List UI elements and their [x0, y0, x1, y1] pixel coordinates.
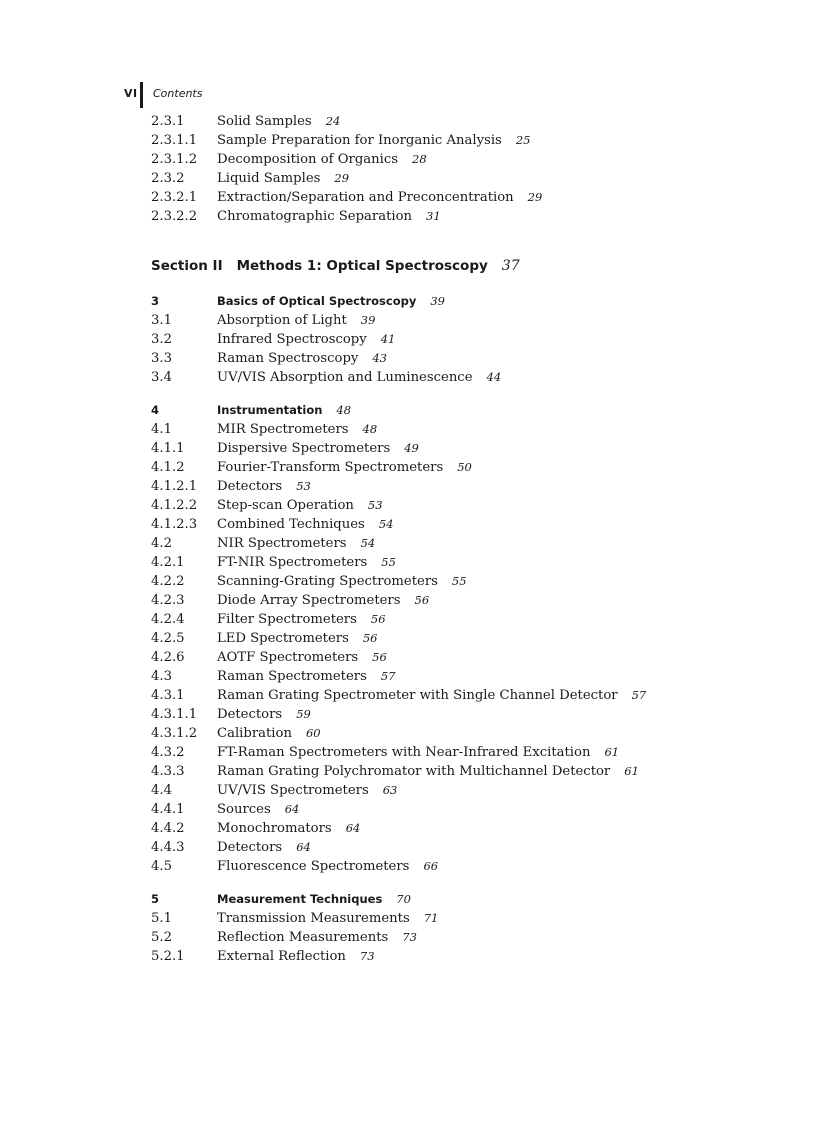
toc-entry	[151, 150, 711, 169]
toc-entry	[151, 207, 711, 226]
entry-number: 4.3.1.2	[151, 726, 198, 741]
entry-number: 2.3.1	[151, 114, 185, 129]
entry-title: Dispersive Spectrometers	[217, 441, 391, 456]
entry-page: 56	[372, 650, 387, 664]
toc-entry	[151, 188, 711, 207]
toc-entry	[151, 838, 711, 857]
entry-number: 4.5	[151, 859, 172, 874]
entry-title: Instrumentation	[217, 403, 323, 417]
entry-page: 66	[423, 859, 439, 873]
entry-page: 39	[430, 294, 445, 308]
entry-number: 4.4.1	[151, 802, 185, 817]
entry-number: 4.3.1	[151, 688, 185, 703]
entry-number: 4.2.2	[151, 574, 185, 589]
entry-page: 61	[624, 764, 639, 778]
entry-page: 29	[527, 190, 543, 204]
entry-page: 64	[284, 802, 300, 816]
entry-page: 55	[381, 555, 396, 569]
toc-entry	[151, 572, 711, 591]
toc-entry	[151, 857, 711, 876]
entry-page: 48	[336, 403, 352, 417]
entry-title: Sources	[217, 802, 271, 817]
toc-entry	[151, 819, 711, 838]
entry-title: Step-scan Operation	[217, 498, 354, 513]
toc-entry	[151, 800, 711, 819]
entry-title: UV/VIS Spectrometers	[217, 783, 369, 798]
toc-entry	[151, 330, 711, 349]
entry-title: Monochromators	[217, 821, 332, 836]
entry-page: 49	[404, 441, 419, 455]
entry-page: 61	[604, 745, 620, 759]
toc-entry	[151, 553, 711, 572]
entry-number: 5.1	[151, 911, 172, 926]
entry-page: 56	[362, 631, 378, 645]
entry-title: Fluorescence Spectrometers	[217, 859, 410, 874]
toc-entry	[151, 762, 711, 781]
toc-entry	[151, 781, 711, 800]
entry-page: 60	[305, 726, 321, 740]
entry-page: 43	[372, 351, 387, 365]
toc-group-continued	[151, 112, 711, 226]
toc-entry	[151, 131, 711, 150]
entry-page: 59	[296, 707, 311, 721]
entry-title: Decomposition of Organics	[217, 152, 399, 167]
entry-page: 25	[515, 133, 531, 147]
entry-page: 73	[359, 949, 375, 963]
toc-entry	[151, 610, 711, 629]
chapter-group	[151, 292, 711, 387]
entry-page: 28	[412, 152, 427, 166]
chapter-heading	[151, 401, 711, 420]
entry-number: 5.2	[151, 930, 172, 945]
entry-title: Detectors	[217, 707, 283, 722]
toc-entry	[151, 420, 711, 439]
entry-number: 4.2.6	[151, 650, 185, 665]
toc-entry	[151, 743, 711, 762]
toc-entry	[151, 534, 711, 553]
entry-page: 29	[334, 171, 350, 185]
entry-page: 53	[367, 498, 383, 512]
running-head-title: Contents	[153, 87, 203, 100]
entry-number: 4.3	[151, 669, 172, 684]
chapter-group	[151, 401, 711, 876]
entry-title: Calibration	[217, 726, 292, 741]
entry-page: 64	[345, 821, 361, 835]
entry-page: 55	[451, 574, 467, 588]
toc-entry	[151, 368, 711, 387]
entry-title: Absorption of Light	[217, 313, 347, 328]
entry-title: Combined Techniques	[217, 517, 365, 532]
toc-entry	[151, 909, 711, 928]
toc-entry	[151, 496, 711, 515]
entry-page: 48	[362, 422, 378, 436]
entry-page: 24	[325, 114, 341, 128]
toc-entry	[151, 686, 711, 705]
entry-title: Filter Spectrometers	[217, 612, 357, 627]
toc-entry	[151, 112, 711, 131]
entry-page: 71	[423, 911, 439, 925]
toc-entry	[151, 667, 711, 686]
entry-number: 4.2	[151, 536, 172, 551]
entry-number: 5.2.1	[151, 949, 185, 964]
entry-number: 4.4.3	[151, 840, 185, 855]
entry-title: Raman Grating Spectrometer with Single Channel Detector	[217, 688, 618, 703]
entry-page: 56	[370, 612, 386, 626]
entry-title: Sample Preparation for Inorganic Analysis	[217, 133, 502, 148]
entry-page: 54	[378, 517, 394, 531]
entry-title: Raman Spectrometers	[217, 669, 367, 684]
toc-entry	[151, 705, 711, 724]
entry-number: 4.1.2.1	[151, 479, 198, 494]
entry-title: Chromatographic Separation	[217, 209, 413, 224]
entry-title: External Reflection	[217, 949, 346, 964]
entry-page: 63	[382, 783, 398, 797]
header-rule	[140, 82, 143, 108]
entry-page: 39	[360, 313, 376, 327]
entry-title: FT-Raman Spectrometers with Near-Infrared Excitation	[217, 745, 591, 760]
entry-number: 2.3.1.2	[151, 152, 198, 167]
entry-number: 5	[151, 892, 160, 906]
entry-title: LED Spectrometers	[217, 631, 349, 646]
entry-number: 4.3.1.1	[151, 707, 198, 722]
section-label: Section II	[151, 258, 223, 274]
entry-page: 64	[296, 840, 311, 854]
entry-title: AOTF Spectrometers	[217, 650, 359, 665]
page-number: VI	[124, 87, 138, 100]
entry-number: 4.4	[151, 783, 172, 798]
entry-number: 4.4.2	[151, 821, 185, 836]
entry-title: Detectors	[217, 479, 283, 494]
entry-title: NIR Spectrometers	[217, 536, 347, 551]
entry-title: Extraction/Separation and Preconcentration	[217, 190, 514, 205]
entry-number: 3.4	[151, 370, 172, 385]
toc-entry	[151, 648, 711, 667]
entry-number: 4.2.3	[151, 593, 185, 608]
entry-page: 57	[631, 688, 647, 702]
entry-number: 2.3.2	[151, 171, 185, 186]
toc-entry	[151, 928, 711, 947]
entry-page: 70	[396, 892, 411, 906]
toc-entry	[151, 477, 711, 496]
entry-title: Solid Samples	[217, 114, 312, 129]
entry-number: 2.3.2.1	[151, 190, 198, 205]
entry-number: 4.1.2.2	[151, 498, 198, 513]
entry-number: 4.3.3	[151, 764, 185, 779]
entry-title: FT-NIR Spectrometers	[217, 555, 368, 570]
entry-title: Raman Grating Polychromator with Multichannel Detector	[217, 764, 611, 779]
toc-entry	[151, 591, 711, 610]
entry-title: Liquid Samples	[217, 171, 321, 186]
entry-page: 31	[426, 209, 441, 223]
entry-title: Reflection Measurements	[217, 930, 389, 945]
entry-title: Raman Spectroscopy	[217, 351, 359, 366]
entry-page: 44	[486, 370, 502, 384]
entry-page: 73	[402, 930, 417, 944]
entry-page: 56	[414, 593, 430, 607]
table-of-contents	[151, 112, 711, 966]
entry-page: 50	[457, 460, 472, 474]
entry-number: 4.1.1	[151, 441, 185, 456]
entry-number: 3.2	[151, 332, 172, 347]
entry-title: Basics of Optical Spectroscopy	[217, 294, 417, 308]
toc-entry	[151, 515, 711, 534]
chapter-group	[151, 890, 711, 966]
entry-number: 4.2.4	[151, 612, 185, 627]
entry-number: 3	[151, 294, 160, 308]
entry-title: Transmission Measurements	[217, 911, 410, 926]
entry-number: 2.3.1.1	[151, 133, 198, 148]
entry-page: 57	[380, 669, 396, 683]
entry-number: 2.3.2.2	[151, 209, 198, 224]
section-title: Methods 1: Optical Spectroscopy	[236, 258, 488, 274]
toc-entry	[151, 947, 711, 966]
entry-number: 4.3.2	[151, 745, 185, 760]
toc-entry	[151, 439, 711, 458]
entry-title: Fourier-Transform Spectrometers	[217, 460, 444, 475]
entry-number: 3.1	[151, 313, 172, 328]
toc-entry	[151, 629, 711, 648]
entry-title: MIR Spectrometers	[217, 422, 349, 437]
entry-number: 4.1	[151, 422, 172, 437]
toc-entry	[151, 169, 711, 188]
entry-page: 54	[360, 536, 376, 550]
entry-page: 41	[380, 332, 396, 346]
entry-title: Scanning-Grating Spectrometers	[217, 574, 438, 589]
toc-entry	[151, 458, 711, 477]
entry-page: 53	[296, 479, 311, 493]
entry-number: 4.2.1	[151, 555, 185, 570]
toc-entry	[151, 311, 711, 330]
entry-number: 4.1.2.3	[151, 517, 198, 532]
entry-title: Measurement Techniques	[217, 892, 383, 906]
toc-entry	[151, 349, 711, 368]
section-heading	[151, 258, 711, 283]
entry-number: 4.2.5	[151, 631, 185, 646]
chapter-heading	[151, 890, 711, 909]
entry-title: Infrared Spectroscopy	[217, 332, 367, 347]
entry-number: 4	[151, 403, 160, 417]
entry-title: UV/VIS Absorption and Luminescence	[217, 370, 473, 385]
chapter-heading	[151, 292, 711, 311]
entry-title: Detectors	[217, 840, 283, 855]
toc-entry	[151, 724, 711, 743]
section-page: 37	[501, 258, 520, 274]
entry-number: 3.3	[151, 351, 172, 366]
entry-number: 4.1.2	[151, 460, 185, 475]
entry-title: Diode Array Spectrometers	[217, 593, 401, 608]
